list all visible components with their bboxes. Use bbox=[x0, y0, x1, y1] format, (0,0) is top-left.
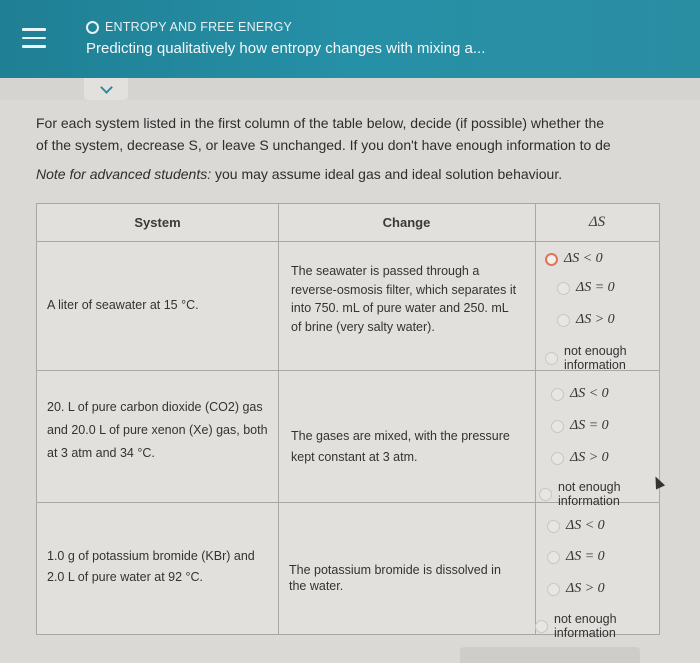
note-text: you may assume ideal gas and ideal solution behaviour. bbox=[211, 166, 563, 182]
advanced-note bbox=[36, 166, 562, 182]
radio[interactable] bbox=[547, 583, 560, 596]
radio[interactable] bbox=[551, 420, 564, 433]
option-label: ΔS > 0 bbox=[570, 450, 609, 465]
option-label: ΔS = 0 bbox=[576, 280, 615, 295]
menu-icon[interactable] bbox=[22, 28, 46, 50]
row-1-option-positive[interactable] bbox=[557, 312, 615, 328]
radio[interactable] bbox=[547, 520, 560, 533]
header-change: Change bbox=[382, 215, 431, 230]
option-label: not enough information bbox=[558, 480, 621, 508]
row-3-option-unknown[interactable] bbox=[535, 612, 653, 640]
progress-ring-icon bbox=[86, 21, 99, 34]
row-2-option-positive[interactable] bbox=[551, 450, 609, 466]
row-2-system: 20. L of pure carbon dioxide (CO2) gas and 20.0 L of pure xenon (Xe) gas, both at 3 atm and 34 °C. bbox=[47, 400, 268, 460]
radio[interactable] bbox=[557, 282, 570, 295]
row-3-option-zero[interactable] bbox=[547, 549, 605, 565]
row-2-option-negative[interactable] bbox=[551, 386, 609, 402]
bottom-action-bar bbox=[460, 647, 640, 663]
entropy-table bbox=[36, 203, 660, 640]
breadcrumb-label: ENTROPY AND FREE ENERGY bbox=[105, 20, 293, 34]
option-label: ΔS < 0 bbox=[564, 251, 603, 266]
option-label: ΔS < 0 bbox=[570, 386, 609, 401]
radio[interactable] bbox=[535, 620, 548, 633]
header-delta-s: ΔS bbox=[588, 214, 606, 230]
option-label: not enough information bbox=[564, 344, 627, 372]
radio[interactable] bbox=[539, 488, 552, 501]
row-divider bbox=[37, 241, 659, 242]
row-3-system: 1.0 g of potassium bromide (KBr) and 2.0 L of pure water at 92 °C. bbox=[47, 549, 255, 584]
row-3-option-negative[interactable] bbox=[547, 518, 605, 534]
row-1-option-negative[interactable] bbox=[545, 251, 603, 267]
breadcrumb bbox=[86, 20, 292, 34]
option-label: ΔS < 0 bbox=[566, 518, 605, 533]
radio-selected[interactable] bbox=[545, 253, 558, 266]
option-label: ΔS = 0 bbox=[570, 418, 609, 433]
top-header-bar bbox=[0, 0, 700, 78]
row-2-change: The gases are mixed, with the pressure kept constant at 3 atm. bbox=[291, 429, 510, 464]
option-label: ΔS > 0 bbox=[566, 581, 605, 596]
radio[interactable] bbox=[551, 452, 564, 465]
row-2-option-zero[interactable] bbox=[551, 418, 609, 434]
row-1-system: A liter of seawater at 15 °C. bbox=[47, 298, 199, 312]
chevron-down-icon bbox=[100, 81, 113, 94]
page-title: Predicting qualitatively how entropy changes with mixing a... bbox=[86, 40, 486, 57]
note-label: Note for advanced students: bbox=[36, 166, 212, 182]
option-label: ΔS > 0 bbox=[576, 312, 615, 327]
header-system: System bbox=[134, 215, 181, 230]
column-divider bbox=[278, 204, 279, 634]
instructions-line-2: of the system, decrease S, or leave S unchanged. If you don't have enough information to de bbox=[36, 137, 611, 153]
row-3-option-positive[interactable] bbox=[547, 581, 605, 597]
instructions-line-1: For each system listed in the first column of the table below, decide (if possible) whether the bbox=[36, 115, 605, 131]
row-2-option-unknown[interactable] bbox=[539, 480, 651, 508]
radio[interactable] bbox=[557, 314, 570, 327]
instructions bbox=[36, 112, 611, 156]
row-1-option-unknown[interactable] bbox=[545, 344, 651, 372]
radio[interactable] bbox=[545, 352, 558, 365]
row-1-change: The seawater is passed through a reverse-osmosis filter, which separates it into 750. mL of pure water and 250. mL of brine (very salty water). bbox=[291, 264, 517, 334]
column-divider bbox=[535, 204, 536, 634]
collapse-toggle[interactable] bbox=[84, 78, 128, 100]
radio[interactable] bbox=[551, 388, 564, 401]
row-3-change: The potassium bromide is dissolved in the water. bbox=[289, 563, 501, 593]
radio[interactable] bbox=[547, 551, 560, 564]
row-1-option-zero[interactable] bbox=[557, 280, 615, 296]
option-label: not enough information bbox=[554, 612, 617, 640]
option-label: ΔS = 0 bbox=[566, 549, 605, 564]
